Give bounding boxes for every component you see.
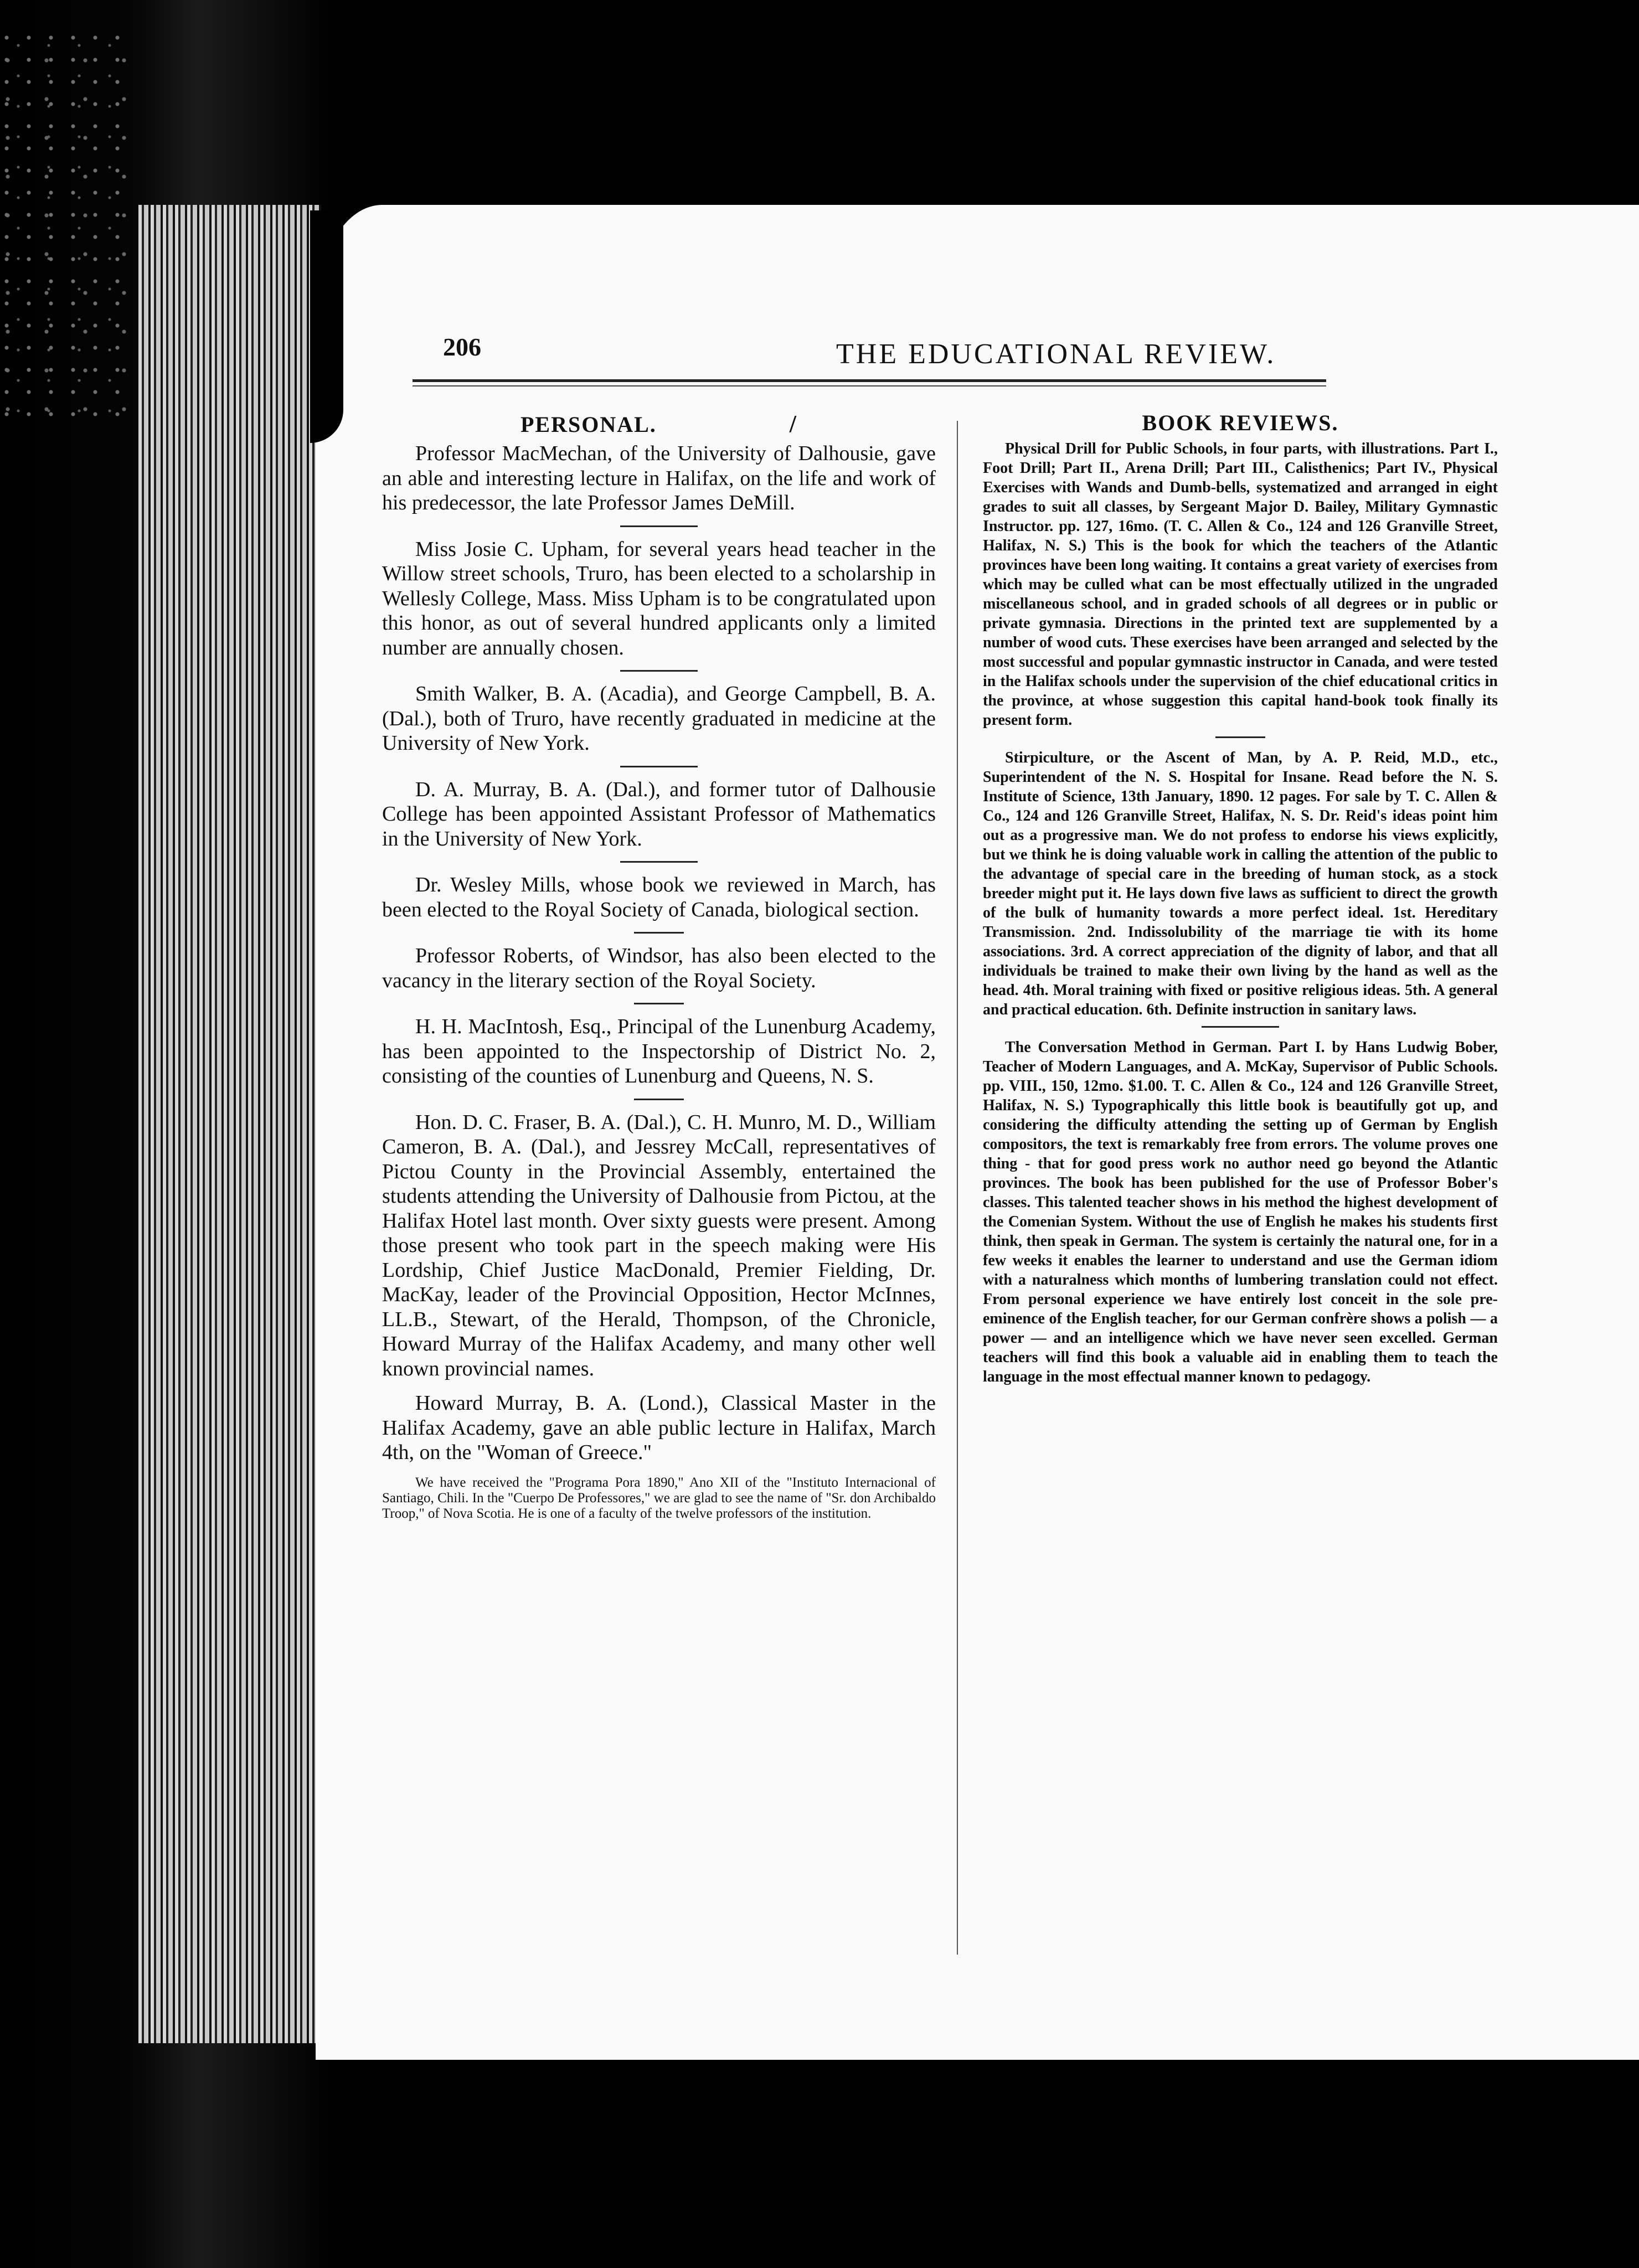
personal-item: Dr. Wesley Mills, whose book we reviewed in March, has been elected to the Royal Society of Canada, biological section. [382,873,936,921]
personal-item: Professor MacMechan, of the University of Dalhousie, gave an able and interesting lecture in Halifax, on the life and work of his predecessor, the late Professor James DeMill. [382,442,936,514]
pencil-mark: / [789,410,798,437]
section-heading-personal [382,410,936,438]
personal-item: H. H. MacIntosh, Esq., Principal of the Lunenburg Academy, has been appointed to the Inspectorship of District No. 2, consisting of the counties of Lunenburg and Queens, N. S. [382,1015,936,1087]
page-corner-shadow [310,210,343,443]
item-separator [620,861,698,863]
personal-item: Miss Josie C. Upham, for several years head teacher in the Willow street schools, Truro, has been elected to a scholarship in Wellesly College, Mass. Miss Upham is to be congratulated upon this honor, as out of several hundred applicants only a limited number are annually chosen. [382,537,936,659]
column-divider [957,421,958,1955]
item-separator [620,766,698,767]
running-title: THE EDUCATIONAL REVIEW. [836,338,1276,370]
personal-item: Howard Murray, B. A. (Lond.), Classical Master in the Halifax Academy, gave an able public lecture in Halifax, March 4th, on the "Woman of Greece." [382,1391,936,1464]
review-item: The Conversation Method in German. Part I. by Hans Ludwig Bober, Teacher of Modern Languages, and A. McKay, Supervisor of Public Schools. pp. VIII., 150, 12mo. $1.00. T. C. Allen & Co., 124 and 126 Granville Street, Halifax, N. S.) Typographically this little book is beautifully got up, and considering the difficulty attending the setting up of German by English compositors, the text is remarkably free from errors. The volume proves one thing - that for good press work no author need go beyond the Atlantic provinces. The book has been published for the use of Professor Bober's classes. This talented teacher shows in his method the highest development of the Comenian System. Without the use of English he makes his students first think, then speak in German. The system is certainly the natural one, for in a few weeks it enables the learner to understand and use the German idiom with a naturalness which months of lumbering translation could not effect. From personal experience we have entirely lost conceit in the sole pre-eminence of the English teacher, for our German confrère shows a polish — a power — and an intelligence which we have never seen excelled. German teachers will find this book a valuable aid in enabling them to teach the language in the most effectual manner known to pedagogy. [983,1039,1498,1385]
review-item: Physical Drill for Public Schools, in four parts, with illustrations. Part I., Foot Drill; Part II., Arena Drill; Part III., Calisthenics; Part IV., Physical Exercises with Wands and Dumb-bells, systematized and arranged in eight grades to suit all classes, by Sergeant Major D. Bailey, Military Gymnastic Instructor. pp. 127, 16mo. (T. C. Allen & Co., 124 and 126 Granville Street, Halifax, N. S.) This is the book for which the teachers of the Atlantic provinces have been long waiting. It contains a great variety of exercises from which may be culled what can be most effectually utilized in the ungraded miscellaneous school, and in graded schools of all degrees or in public or private gymnasia. Directions in the printed text are supplemented by a number of wood cuts. These exercises have been arranged and selected by the most successful and popular gymnastic instructor in Canada, and were tested in the Halifax schools under the supervision of the chief educational critics in the province, at whose suggestion this capital hand-book took finally its present form. [983,440,1498,729]
header-rule [413,379,1326,386]
book-binding-edge [138,205,321,2043]
item-separator [634,1003,684,1004]
footnote: We have received the "Programa Pora 1890," Ano XII of the "Instituto Internacional of Santiago, Chili. In the "Cuerpo De Professores," we are glad to see the name of "Sr. don Archibaldo Troop," of Nova Scotia. He is one of a faculty of the twelve professors of the institution. [382,1475,936,1521]
personal-heading-text: PERSONAL. [520,412,657,437]
reviews-column [983,399,1498,1393]
scan-noise [0,33,133,421]
page-header [443,332,1633,377]
review-item: Stirpiculture, or the Ascent of Man, by A. P. Reid, M.D., etc., Superintendent of the N. S. Hospital for Insane. Read before the N. S. Institute of Science, 13th January, 1890. 12 pages. For sale by T. C. Allen & Co., 124 and 126 Granville Street, Halifax, N. S. Dr. Reid's ideas point him out as a progressive man. We do not profess to endorse his views explicitly, but we think he is doing valuable work in calling the attention of the public to the advantage of special care in the breeding of human stock, as a stock breeder might put it. He lays down five laws as sufficient to direct the growth of the bulk of humanity towards a more perfect ideal. 1st. Hereditary Transmission. 2nd. Indissolubility of the marriage tie with its home associations. 3rd. A correct appreciation of the dignity of labor, and that all individuals be trained to make their own living by the hand as well as the head. 4th. Moral training with fixed or positive religious ideas. 5th. A general and practical education. 6th. Definite instruction in sanitary laws. [983,749,1498,1018]
personal-item: Hon. D. C. Fraser, B. A. (Dal.), C. H. Munro, M. D., William Cameron, B. A. (Dal.), and Jessrey McCall, representatives of Pictou County in the Provincial Assembly, entertained the students attending the University of Dalhousie from Pictou, at the Halifax Hotel last month. Over sixty guests were present. Among those present who took part in the speech making were His Lordship, Chief Justice MacDonald, Premier Fielding, Dr. MacKay, leader of the Provincial Opposition, Hector McInnes, LL.B., Stewart, of the Herald, Thompson, of the Chronicle, Howard Murray of the Halifax Academy, and many other well known provincial names. [382,1110,936,1380]
personal-column [382,399,936,1532]
item-separator [634,932,684,934]
personal-item: D. A. Murray, B. A. (Dal.), and former tutor of Dalhousie College has been appointed Assistant Professor of Mathematics in the University of New York. [382,777,936,850]
item-separator [1215,736,1265,738]
item-separator [620,670,698,672]
personal-item: Smith Walker, B. A. (Acadia), and George Campbell, B. A. (Dal.), both of Truro, have recently graduated in medicine at the University of New York. [382,682,936,755]
item-separator [1202,1026,1279,1028]
personal-item: Professor Roberts, of Windsor, has also been elected to the vacancy in the literary section of the Royal Society. [382,944,936,992]
item-separator [620,525,698,527]
item-separator [634,1099,684,1100]
page-number: 206 [443,333,481,361]
section-heading-reviews: BOOK REVIEWS. [1142,410,1339,435]
